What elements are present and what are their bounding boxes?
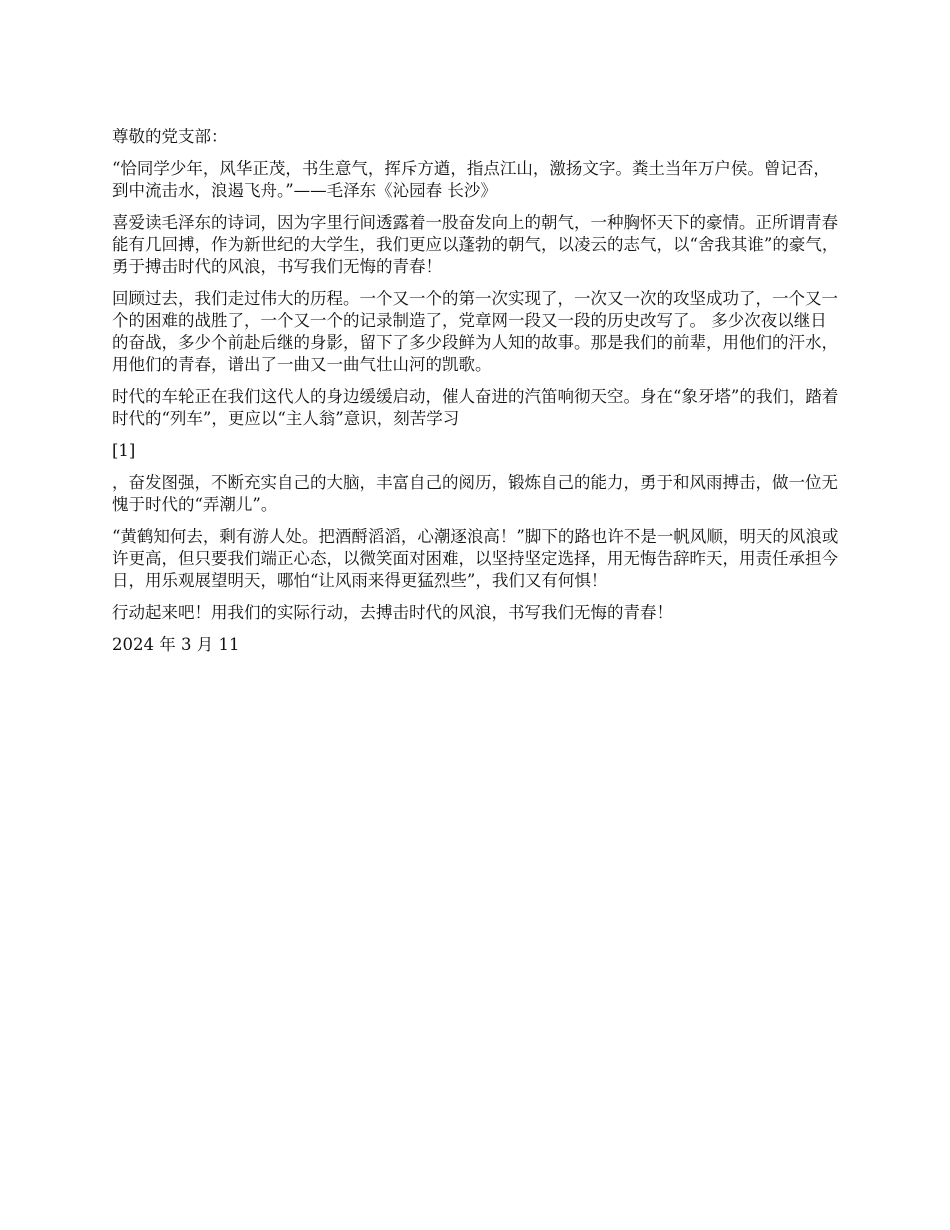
paragraph-poem: “黄鹤知何去，剩有游人处。把酒酹滔滔，心潮逐浪高！”脚下的路也许不是一帆风顺，明天的风浪或许更高，但只要我们端正心态，以微笑面对困难，以坚持坚定选择，用无悔告辞昨天，用责任承担今日，用乐观展望明天，哪怕“让风雨来得更猛烈些”，我们又有何惧！	[112, 527, 839, 590]
paragraph-intro: 喜爱读毛泽东的诗词，因为字里行间透露着一股奋发向上的朝气，一种胸怀天下的豪情。正所谓青春能有几回搏，作为新世纪的大学生，我们更应以蓬勃的朝气，以凌云的志气，以“舍我其谁”的豪气，勇于搏击时代的风浪，书写我们无悔的青春！	[112, 213, 839, 276]
paragraph-era: 时代的车轮正在我们这代人的身边缓缓启动，催人奋进的汽笛响彻天空。身在“象牙塔”的我们，踏着时代的“列车”，更应以“主人翁”意识，刻苦学习	[112, 387, 839, 428]
document-page	[112, 126, 842, 666]
paragraph-history: 回顾过去，我们走过伟大的历程。一个又一个的第一次实现了，一次又一次的攻坚成功了，一个又一个的困难的战胜了，一个又一个的记录制造了，党章网一段又一段的历史改写了。 多少次夜以继日的奋战，多少个前赴后继的身影，留下了多少段鲜为人知的故事。那是我们的前辈，用他们的汗水，用他们的青春，谱出了一曲又一曲气壮山河的凯歌。	[112, 289, 838, 374]
paragraph-quote: “恰同学少年，风华正茂，书生意气，挥斥方遒，指点江山，激扬文字。粪土当年万户侯。曾记否，到中流击水，浪遏飞舟。”——毛泽东《沁园春 长沙》	[112, 159, 830, 200]
paragraph-era-continued: ，奋发图强，不断充实自己的大脑，丰富自己的阅历，锻炼自己的能力，勇于和风雨搏击，做一位无愧于时代的“弄潮儿”。	[112, 473, 838, 514]
date: 2024 年 3 月 11	[112, 635, 240, 654]
paragraph-closing: 行动起来吧！用我们的实际行动，去搏击时代的风浪，书写我们无悔的青春！	[112, 603, 673, 622]
footnote-marker: [1]	[112, 441, 136, 460]
greeting: 尊敬的党支部：	[112, 127, 228, 146]
